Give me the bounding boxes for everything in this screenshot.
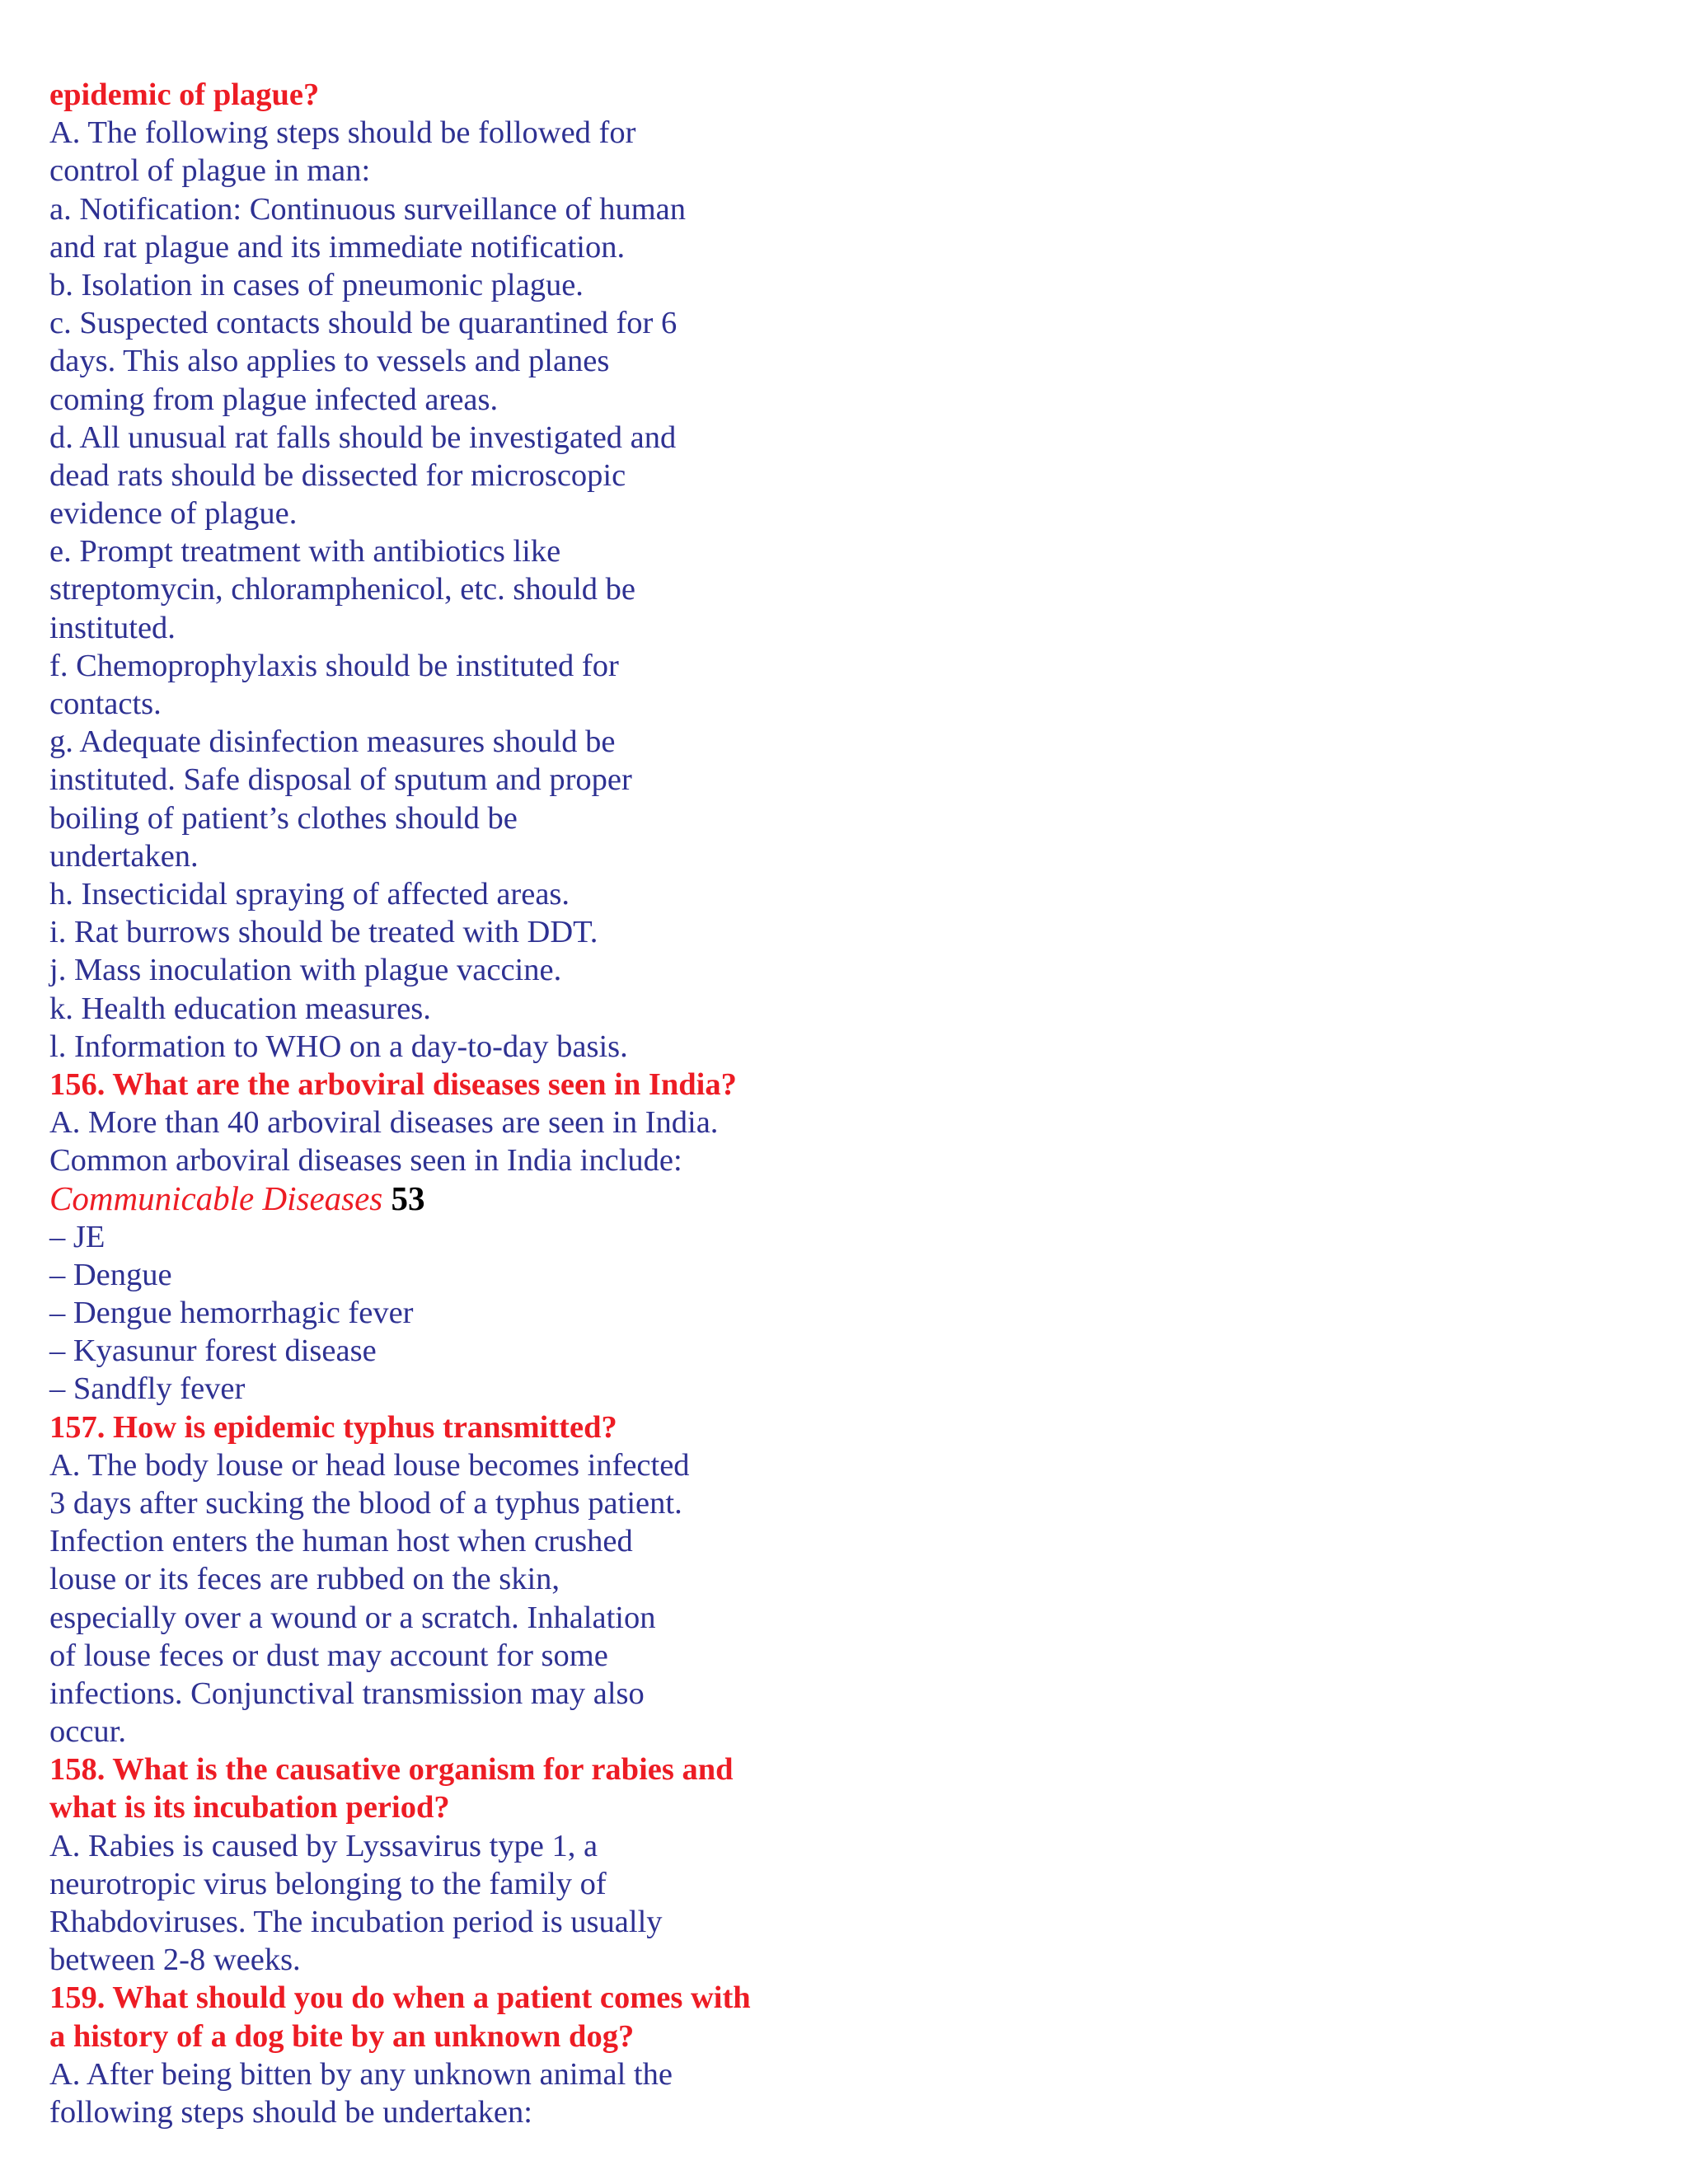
answer-line: c. Suspected contacts should be quarantined for 6 bbox=[49, 306, 678, 341]
answer-line: d. All unusual rat falls should be investigated and bbox=[49, 419, 677, 455]
answer-line: coming from plague infected areas. bbox=[49, 382, 499, 417]
answer-line: A. More than 40 arboviral diseases are seen in India. bbox=[49, 1105, 719, 1141]
answer-line: 3 days after sucking the blood of a typhus patient. bbox=[49, 1485, 682, 1521]
answer-line: Infection enters the human host when crushed bbox=[49, 1524, 633, 1559]
answer-line: undertaken. bbox=[49, 838, 199, 874]
answer-line: evidence of plague. bbox=[49, 496, 298, 532]
answer-line: i. Rat burrows should be treated with DDT. bbox=[49, 915, 598, 950]
answer-line: occur. bbox=[49, 1714, 126, 1750]
answer-line: a. Notification: Continuous surveillance of human bbox=[49, 191, 686, 227]
section-title: Communicable Diseases bbox=[49, 1179, 383, 1218]
answer-line: control of plague in man: bbox=[49, 153, 371, 189]
answer-line: h. Insecticidal spraying of affected areas. bbox=[49, 876, 570, 912]
question-159: 159. What should you do when a patient comes with bbox=[49, 1980, 751, 2016]
answer-line: infections. Conjunctival transmission may also bbox=[49, 1675, 645, 1711]
running-head bbox=[49, 1179, 874, 1217]
question-157: 157. How is epidemic typhus transmitted? bbox=[49, 1409, 617, 1445]
answer-line: following steps should be undertaken: bbox=[49, 2094, 532, 2130]
answer-line: louse or its feces are rubbed on the skin, bbox=[49, 1562, 560, 1597]
answer-line: b. Isolation in cases of pneumonic plague. bbox=[49, 267, 584, 302]
list-item: – JE bbox=[49, 1219, 106, 1254]
answer-line: A. The body louse or head louse becomes infected bbox=[49, 1447, 690, 1483]
answer-line: A. The following steps should be followed for bbox=[49, 115, 636, 151]
answer-line: e. Prompt treatment with antibiotics like bbox=[49, 534, 561, 569]
answer-line: f. Chemoprophylaxis should be instituted for bbox=[49, 648, 619, 683]
answer-line: instituted. bbox=[49, 610, 176, 645]
answer-line: contacts. bbox=[49, 687, 162, 721]
answer-line: A. Rabies is caused by Lyssavirus type 1, a bbox=[49, 1828, 598, 1863]
answer-line: neurotropic virus belonging to the family of bbox=[49, 1866, 607, 1901]
answer-line: Common arboviral diseases seen in India include: bbox=[49, 1143, 682, 1179]
list-item: – Dengue bbox=[49, 1257, 172, 1292]
question-159: a history of a dog bite by an unknown dog? bbox=[49, 2018, 635, 2054]
answer-line: of louse feces or dust may account for some bbox=[49, 1638, 608, 1673]
answer-line: boiling of patient’s clothes should be bbox=[49, 800, 518, 836]
question-156: 156. What are the arboviral diseases seen in India? bbox=[49, 1066, 737, 1102]
answer-line: l. Information to WHO on a day-to-day basis. bbox=[49, 1029, 628, 1064]
answer-line: k. Health education measures. bbox=[49, 991, 431, 1026]
answer-line: especially over a wound or a scratch. Inhalation bbox=[49, 1600, 656, 1635]
document-page bbox=[49, 76, 874, 2131]
page-number: 53 bbox=[391, 1179, 425, 1218]
answer-line: and rat plague and its immediate notification. bbox=[49, 229, 626, 265]
answer-line: between 2-8 weeks. bbox=[49, 1943, 301, 1978]
answer-line: g. Adequate disinfection measures should be bbox=[49, 724, 616, 760]
answer-line: A. After being bitten by any unknown animal the bbox=[49, 2056, 673, 2092]
list-item: – Kyasunur forest disease bbox=[49, 1333, 377, 1369]
question-continuation: epidemic of plague? bbox=[49, 77, 320, 112]
answer-line: streptomycin, chloramphenicol, etc. should be bbox=[49, 572, 635, 607]
answer-line: dead rats should be dissected for microscopic bbox=[49, 457, 626, 493]
list-item: – Dengue hemorrhagic fever bbox=[49, 1296, 414, 1330]
answer-line: instituted. Safe disposal of sputum and proper bbox=[49, 762, 632, 798]
list-item: – Sandfly fever bbox=[49, 1371, 246, 1407]
answer-line: Rhabdoviruses. The incubation period is usually bbox=[49, 1905, 663, 1939]
answer-line: j. Mass inoculation with plague vaccine. bbox=[49, 953, 562, 988]
question-158: 158. What is the causative organism for rabies and bbox=[49, 1752, 734, 1788]
answer-line: days. This also applies to vessels and planes bbox=[49, 344, 610, 379]
question-158: what is its incubation period? bbox=[49, 1790, 450, 1825]
